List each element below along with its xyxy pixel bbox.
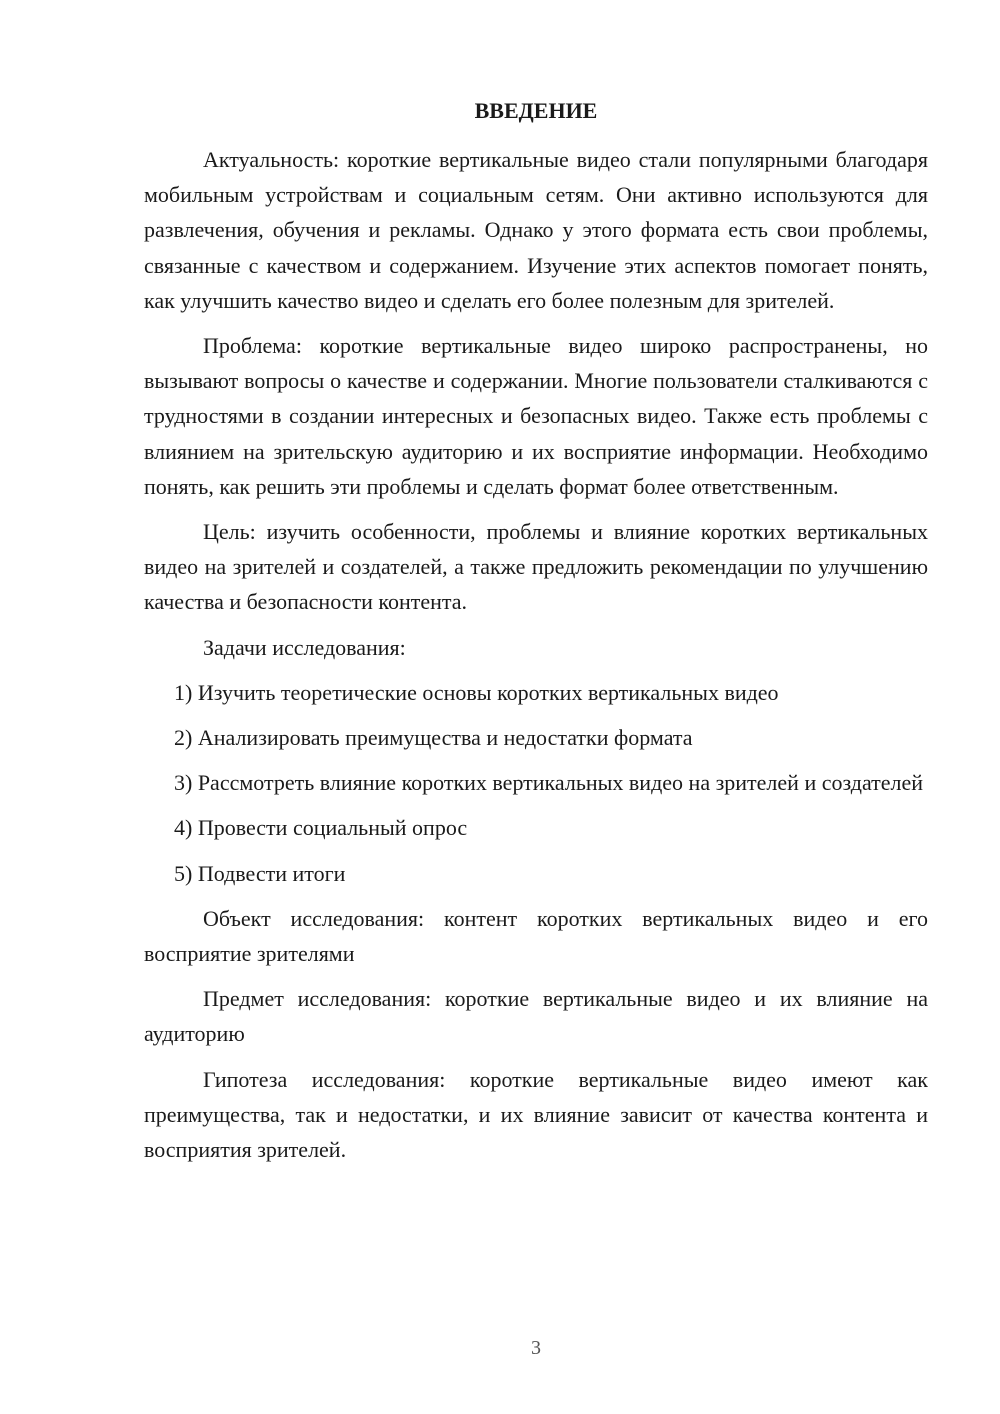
task-item-2: 2) Анализировать преимущества и недостатки формата [174, 725, 693, 751]
paragraph-subject: Предмет исследования: короткие вертикальные видео и их влияние на аудиторию [144, 986, 928, 1047]
task-item-4: 4) Провести социальный опрос [174, 815, 468, 841]
paragraph-tasks-heading: Задачи исследования: [203, 634, 406, 660]
paragraph-object: Объект исследования: контент коротких вертикальных видео и его восприятие зрителями [144, 905, 928, 967]
document-body [144, 142, 928, 1177]
task-item-1: 1) Изучить теоретические основы коротких вертикальных видео [174, 679, 779, 705]
paragraph-hypothesis: Гипотеза исследования: короткие вертикальные видео имеют как преимущества, так и недостатки, и их влияние зависит от качества контента и восприятия зрителей. [144, 1066, 928, 1163]
task-item-5: 5) Подвести итоги [174, 860, 346, 886]
page-title: ВВЕДЕНИЕ [474, 98, 598, 123]
paragraph-relevance: Актуальность: короткие вертикальные видео стали популярными благодаря мобильным устройствам и социальным сетям. Они активно используются для развлечения, обучения и рекламы. Однако у этого формата есть свои проблемы, связанные с качеством и содержанием. Изучение этих аспектов помогает понять, как улучшить качество видео и сделать его более полезным для зрителей. [144, 147, 928, 313]
task-item-3: 3) Рассмотреть влияние коротких вертикальных видео на зрителей и создателей [174, 770, 924, 796]
page-number: 3 [531, 1337, 541, 1359]
paragraph-problem: Проблема: короткие вертикальные видео широко распространены, но вызывают вопросы о качестве и содержании. Многие пользователи сталкиваются с трудностями в создании интересных и безопасных видео. Также есть проблемы с влиянием на зрительскую аудиторию и их восприятие информации. Необходимо понять, как решить эти проблемы и сделать формат более ответственным. [144, 333, 928, 499]
paragraph-goal: Цель: изучить особенности, проблемы и влияние коротких вертикальных видео на зрителей и создателей, а также предложить рекомендации по улучшению качества и безопасности контента. [144, 519, 928, 615]
